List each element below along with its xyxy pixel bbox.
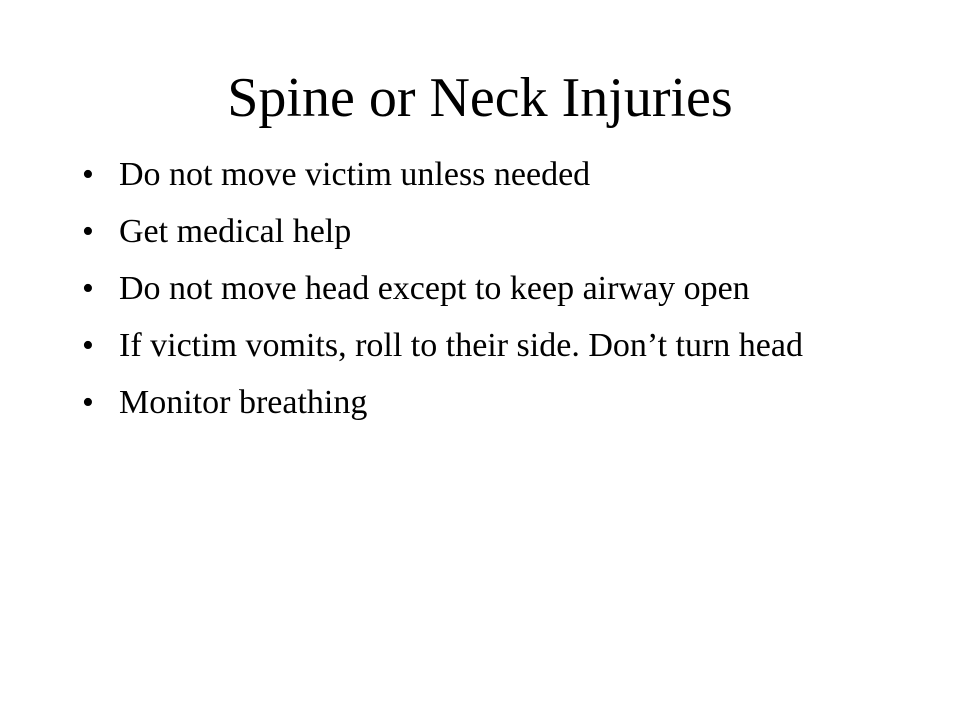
bullet-item (82, 269, 842, 309)
bullet-icon: • (82, 270, 94, 307)
bullet-text: Do not move victim unless needed (119, 156, 591, 193)
bullet-text: Get medical help (119, 213, 352, 250)
bullet-icon: • (82, 384, 94, 421)
bullet-list (82, 155, 842, 440)
bullet-icon: • (82, 156, 94, 193)
bullet-item (82, 326, 842, 366)
bullet-text: If victim vomits, roll to their side. Don’t turn head (119, 327, 803, 364)
bullet-icon: • (82, 327, 94, 364)
bullet-item (82, 383, 842, 423)
bullet-text: Do not move head except to keep airway open (119, 270, 750, 307)
bullet-item (82, 155, 842, 195)
bullet-text: Monitor breathing (119, 384, 368, 421)
bullet-icon: • (82, 213, 94, 250)
slide-title: Spine or Neck Injuries (227, 67, 733, 129)
bullet-item (82, 212, 842, 252)
